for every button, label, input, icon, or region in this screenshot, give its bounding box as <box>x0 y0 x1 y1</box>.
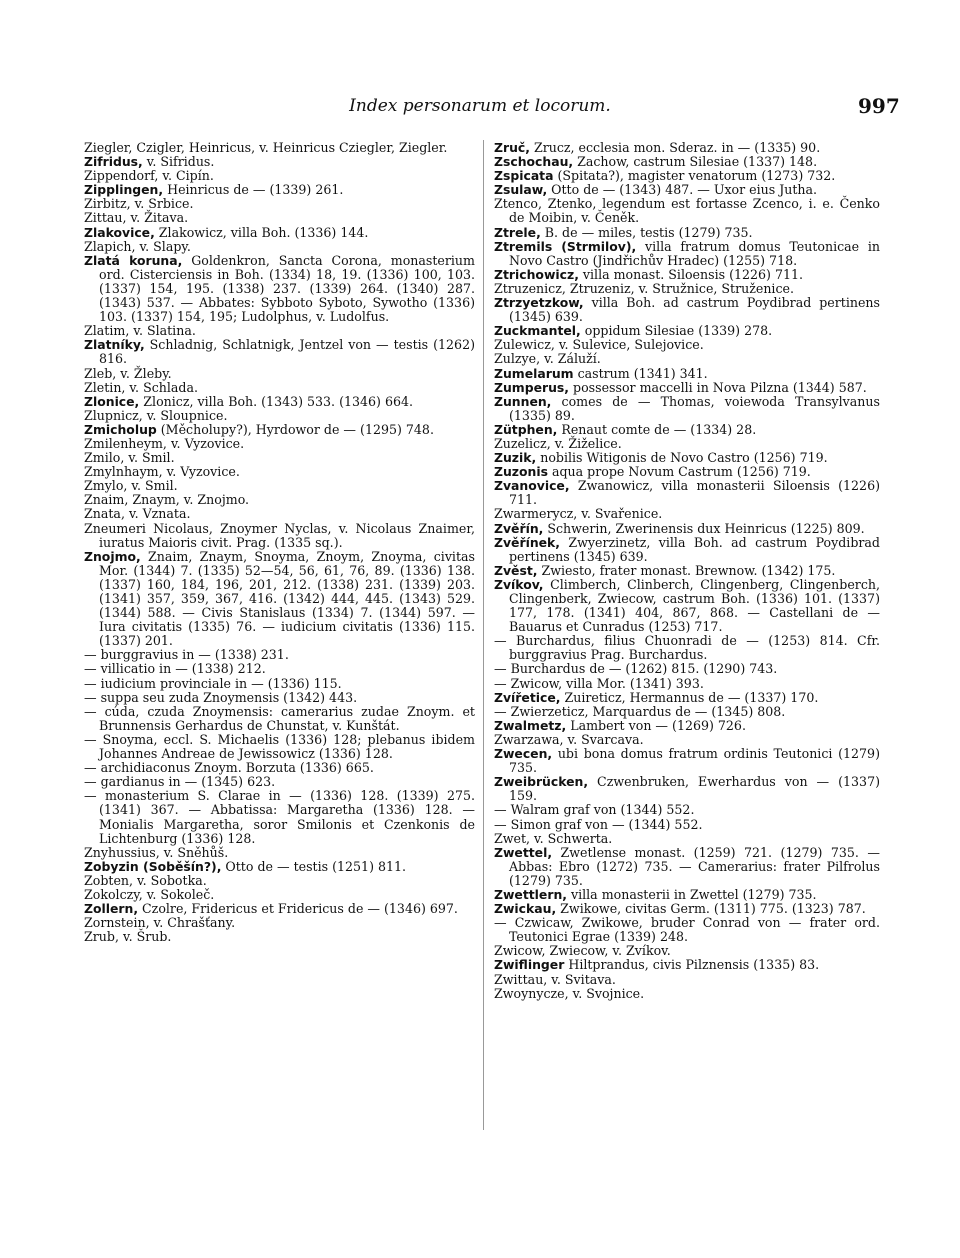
entry-text: Ztenco, Ztenko, legendum est fortasse Zcenco, i. e. Čenko de Moibin, v. Čeněk. <box>494 196 880 226</box>
entry-headword: Zwalmetz, <box>494 717 567 733</box>
index-entry <box>494 465 880 479</box>
entry-text: Zachow, castrum Silesiae (1337) 148. <box>573 154 818 170</box>
entry-text: Schwerin, Zwerinensis dux Heinricus (1225) 809. <box>543 520 865 536</box>
index-entry <box>84 705 475 733</box>
index-entry <box>84 155 475 169</box>
entry-text: — Snoyma, eccl. S. Michaelis (1336) 128; plebanus ibidem Johannes Andreae de Jewissowicz (1336) 128. <box>84 731 475 762</box>
index-entry <box>494 634 880 662</box>
index-entry <box>494 662 880 676</box>
entry-headword: Zweibrücken, <box>494 774 589 790</box>
entry-text: — burggravius in — (1338) 231. <box>84 647 289 663</box>
entry-text: Zmilenheym, v. Vyzovice. <box>84 435 245 451</box>
entry-text: Zlapich, v. Slapy. <box>84 238 191 254</box>
index-entry <box>494 987 880 1001</box>
index-entry <box>84 493 475 507</box>
entry-headword: Zvěst, <box>494 562 538 578</box>
index-entry <box>494 437 880 451</box>
index-entry <box>494 733 880 747</box>
index-entry <box>84 141 475 155</box>
entry-text: Zwarmerycz, v. Svařenice. <box>494 506 663 522</box>
entry-text: Otto de — (1343) 487. — Uxor eius Jutha. <box>547 182 818 198</box>
entry-text: Zlatim, v. Slatina. <box>84 323 196 339</box>
index-entry <box>494 803 880 817</box>
entry-text: Zrucz, ecclesia mon. Sderaz. in — (1335) 90. <box>529 140 821 155</box>
entry-text: B. de — miles, testis (1279) 735. <box>540 224 753 240</box>
entry-text: villa Boh. ad castrum Poydibrad pertinens (1345) 639. <box>509 295 880 325</box>
index-entry <box>494 888 880 902</box>
index-entry <box>84 761 475 775</box>
index-entry <box>84 550 475 649</box>
index-entry <box>84 395 475 409</box>
entry-text: comes de — Thomas, voiewoda Transylvanus (1335) 89. <box>509 393 880 423</box>
entry-text: v. Sifridus. <box>142 154 215 170</box>
index-entry <box>84 324 475 338</box>
entry-headword: Zwiflinger <box>494 957 565 973</box>
index-entry <box>84 183 475 197</box>
index-entry <box>494 536 880 564</box>
entry-text: Goldenkron, Sancta Corona, monasterium ord. Cisterciensis in Boh. (1334) 18, 19. (1336) 100, 103. (1337) 154, 195. (1338) 237. (1339) 264. (1340) 287. (1343) 537. — Abbates: Sybboto Syboto, Sywotho (1336) 103. (1337) 154, 195; Ludolphus, v. Ludolfus. <box>99 252 475 325</box>
entry-text: — Simon graf von — (1344) 552. <box>494 816 703 832</box>
entry-text: Zmylo, v. Smil. <box>84 478 178 494</box>
entry-headword: Zunnen, <box>494 393 552 409</box>
index-entry <box>84 226 475 240</box>
entry-text: Znyhussius, v. Sněhůš. <box>84 844 229 860</box>
index-entry <box>84 465 475 479</box>
entry-headword: Zifridus, <box>84 154 143 170</box>
entry-headword: Zlatníky, <box>84 337 145 353</box>
entry-text: Znaim, Znaym, Snoyma, Znoym, Znoyma, civitas Mor. (1344) 7. (1335) 52—54, 56, 61, 76, 89. (1336) 138. (1337) 160, 184, 196, 201, 212. (1338) 231. (1339) 203. (1341) 357, 359, 367, 416. (1342) 444, 445. (1343) 529. (1344) 588. — Civis Stanislaus (1334) 7. (1344) 597. — Iura civitatis (1335) 76. — iudicium civitatis (1336) 115. (1337) 201. <box>99 548 475 649</box>
entry-headword: Zspicata <box>494 168 554 184</box>
index-entry <box>84 677 475 691</box>
entry-text: Znata, v. Vznata. <box>84 506 191 522</box>
index-entry <box>494 522 880 536</box>
index-entry <box>84 648 475 662</box>
entry-text: — Zwierzeticz, Marquardus de — (1345) 808. <box>494 703 786 719</box>
entry-text: (Měcholupy?), Hyrdowor de — (1295) 748. <box>156 421 434 437</box>
entry-headword: Zwettlern, <box>494 886 567 902</box>
entry-text: possessor maccelli in Nova Pilzna (1344) 587. <box>569 379 867 395</box>
index-entry <box>84 662 475 676</box>
index-entry <box>494 578 880 634</box>
entry-text: Zwarzawa, v. Svarcava. <box>494 731 644 747</box>
entry-text: Ziegler, Czigler, Heinricus, v. Heinricus Cziegler, Ziegler. <box>84 140 448 155</box>
entry-text: Zlakowicz, villa Boh. (1336) 144. <box>154 224 369 240</box>
entry-text: — suppa seu zuda Znoymensis (1342) 443. <box>84 689 358 705</box>
entry-text: Zwyerzinetz, villa Boh. ad castrum Poydibrad pertinens (1345) 639. <box>509 534 880 564</box>
entry-text: Zornstein, v. Chrašťany. <box>84 915 236 931</box>
entry-headword: Zuzonis <box>494 464 548 480</box>
entry-text: Zirbitz, v. Srbice. <box>84 196 194 212</box>
entry-text: Zwetlense monast. (1259) 721. (1279) 735. — Abbas: Ebro (1272) 735. — Camerarius: frater Pilfrolus (1279) 735. <box>509 844 880 888</box>
index-entry <box>494 240 880 268</box>
index-entry <box>84 479 475 493</box>
entry-text: Zwiesto, frater monast. Brewnow. (1342) 175. <box>537 562 836 578</box>
entry-text: villa monast. Siloensis (1226) 711. <box>578 266 803 282</box>
index-entry <box>494 296 880 324</box>
entry-text: aqua prope Novum Castrum (1256) 719. <box>547 464 811 480</box>
index-entry <box>494 705 880 719</box>
entry-headword: Zvěřín, <box>494 520 544 536</box>
index-entry <box>84 733 475 761</box>
index-column-right <box>494 141 880 1001</box>
entry-text: nobilis Witigonis de Novo Castro (1256) 719. <box>536 450 828 466</box>
entry-text: castrum (1341) 341. <box>573 365 708 381</box>
index-entry <box>494 677 880 691</box>
entry-text: Zwicow, Zwiecow, v. Zvíkov. <box>494 943 671 959</box>
index-column-left <box>84 141 475 944</box>
index-entry <box>84 211 475 225</box>
entry-headword: Zwecen, <box>494 746 553 762</box>
entry-headword: Zlakovice, <box>84 224 155 240</box>
entry-headword: Zumelarum <box>494 365 574 381</box>
entry-text: Zokolczy, v. Sokoleč. <box>84 886 215 902</box>
entry-text: Zulzye, v. Záluží. <box>494 351 601 367</box>
index-entry <box>494 479 880 507</box>
entry-text: Zuireticz, Hermannus de — (1337) 170. <box>560 689 819 705</box>
entry-headword: Znojmo, <box>84 548 141 564</box>
index-entry <box>494 973 880 987</box>
index-entry <box>84 930 475 944</box>
entry-headword: Zuckmantel, <box>494 323 581 339</box>
index-entry <box>84 381 475 395</box>
entry-headword: Zmicholup <box>84 421 157 437</box>
page-number: 997 <box>858 94 900 118</box>
entry-text: (Spitata?), magister venatorum (1273) 732. <box>553 168 836 184</box>
index-entry <box>84 902 475 916</box>
entry-text: Zulewicz, v. Sulevice, Sulejovice. <box>494 337 704 353</box>
entry-headword: Zruč, <box>494 140 530 155</box>
entry-text: Schladnig, Schlatnigk, Jentzel von — testis (1262) 816. <box>99 337 475 367</box>
index-entry <box>494 423 880 437</box>
entry-text: Zittau, v. Žitava. <box>84 210 189 226</box>
index-entry <box>84 240 475 254</box>
index-entry <box>84 775 475 789</box>
entry-text: Zmilo, v. Smil. <box>84 450 175 466</box>
entry-text: Zwanowicz, villa monasterii Siloensis (1226) 711. <box>509 478 880 508</box>
entry-text: Znaim, Znaym, v. Znojmo. <box>84 492 250 508</box>
index-entry <box>494 719 880 733</box>
entry-text: — Burchardus, filius Chuonradi de — (1253) 814. Cfr. burggravius Prag. Burchardus. <box>494 633 880 663</box>
index-entry <box>494 944 880 958</box>
entry-headword: Zuzik, <box>494 450 537 466</box>
index-entry <box>494 367 880 381</box>
entry-headword: Zlatá koruna, <box>84 252 183 268</box>
entry-text: — archidiaconus Znoym. Borzuta (1336) 665. <box>84 760 374 776</box>
index-entry <box>84 169 475 183</box>
entry-text: Zneumeri Nicolaus, Znoymer Nyclas, v. Nicolaus Znaimer, iuratus Maioris civit. Prag. (1335 sq.). <box>84 520 475 550</box>
entry-headword: Zvanovice, <box>494 478 570 494</box>
index-entry <box>84 423 475 437</box>
entry-text: — Walram graf von (1344) 552. <box>494 802 695 818</box>
index-entry <box>494 155 880 169</box>
entry-text: — Zwicow, villa Mor. (1341) 393. <box>494 675 704 691</box>
running-title: Index personarum et locorum. <box>349 96 611 116</box>
entry-text: Climberch, Clinberch, Clingenberg, Clingenberch, Clingenberk, Zwiecow, castrum Boh. (1336) 101. (1337) 177, 178. (1341) 404, 867, 868. — Castellani de — Bauarus et Cunradus (1253) 717. <box>509 576 880 635</box>
entry-text: — monasterium S. Clarae in — (1336) 128. (1339) 275. (1341) 367. — Abbatissa: Margaretha (1336) 128. — Monialis Margaretha, soror Smilonis et Czenkonis de Lichtenburg (1336) 128. <box>84 788 475 846</box>
index-entry <box>84 874 475 888</box>
entry-text: Zuzelicz, v. Žiželice. <box>494 435 622 451</box>
index-entry <box>494 268 880 282</box>
entry-text: Czwenbruken, Ewerhardus von — (1337) 159. <box>509 774 880 804</box>
index-entry <box>494 381 880 395</box>
entry-text: Zlupnicz, v. Sloupnice. <box>84 407 228 423</box>
entry-headword: Zumperus, <box>494 379 570 395</box>
entry-text: Renaut comte de — (1334) 28. <box>557 421 757 437</box>
index-entry <box>84 437 475 451</box>
index-entry <box>494 564 880 578</box>
entry-headword: Zütphen, <box>494 421 558 437</box>
index-entry <box>84 338 475 366</box>
entry-text: — villicatio in — (1338) 212. <box>84 661 266 677</box>
index-entry <box>84 522 475 550</box>
entry-text: Czolre, Fridericus et Fridericus de — (1346) 697. <box>138 901 458 917</box>
index-entry <box>84 254 475 324</box>
index-entry <box>84 507 475 521</box>
entry-text: Otto de — testis (1251) 811. <box>221 858 407 874</box>
index-entry <box>494 141 880 155</box>
entry-headword: Zlonice, <box>84 393 140 409</box>
entry-text: Zrub, v. Šrub. <box>84 929 172 945</box>
entry-text: Hiltprandus, civis Pilznensis (1335) 83. <box>564 957 820 973</box>
entry-text: Zwoynycze, v. Svojnice. <box>494 985 645 1001</box>
index-entry <box>494 916 880 944</box>
entry-text: Zwet, v. Schwerta. <box>494 830 613 846</box>
entry-headword: Zvíkov, <box>494 576 544 592</box>
entry-text: oppidum Silesiae (1339) 278. <box>580 323 773 339</box>
index-entry <box>494 902 880 916</box>
entry-text: — iudicium provinciale in — (1336) 115. <box>84 675 342 691</box>
entry-headword: Zwettel, <box>494 844 553 860</box>
index-entry <box>84 197 475 211</box>
index-entry <box>494 352 880 366</box>
index-entry <box>494 169 880 183</box>
entry-text: Zleb, v. Žleby. <box>84 365 172 381</box>
index-entry <box>494 747 880 775</box>
index-entry <box>494 775 880 803</box>
index-entry <box>84 789 475 845</box>
index-entry <box>494 226 880 240</box>
entry-text: villa fratrum domus Teutonicae in Novo Castro (Jindřichův Hradec) (1255) 718. <box>509 238 880 268</box>
entry-headword: Zipplingen, <box>84 182 164 198</box>
entry-headword: Zschochau, <box>494 154 574 170</box>
entry-text: Lambert von — (1269) 726. <box>566 717 746 733</box>
index-entry <box>494 846 880 888</box>
entry-text: Zmylnhaym, v. Vyzovice. <box>84 464 240 480</box>
entry-headword: Zsulaw, <box>494 182 548 198</box>
entry-text: Zippendorf, v. Cipín. <box>84 168 214 184</box>
entry-headword: Ztremils (Strmilov), <box>494 238 637 254</box>
entry-text: Heinricus de — (1339) 261. <box>163 182 344 198</box>
index-entry <box>494 282 880 296</box>
entry-text: Zwikowe, civitas Germ. (1311) 775. (1323) 787. <box>556 901 866 917</box>
entry-text: — gardianus in — (1345) 623. <box>84 774 276 790</box>
column-divider <box>483 140 484 1130</box>
entry-text: Zlonicz, villa Boh. (1343) 533. (1346) 664. <box>139 393 413 409</box>
entry-headword: Zollern, <box>84 901 139 917</box>
index-entry <box>494 507 880 521</box>
entry-headword: Ztrichowicz, <box>494 266 579 282</box>
index-entry <box>84 367 475 381</box>
entry-headword: Ztrzyetzkow, <box>494 295 584 311</box>
entry-text: Ztruzenicz, Ztruzeniz, v. Stružnice, Struženice. <box>494 280 794 296</box>
index-entry <box>84 451 475 465</box>
entry-text: ubi bona domus fratrum ordinis Teutonici (1279) 735. <box>509 746 880 776</box>
entry-text: Zletin, v. Schlada. <box>84 379 198 395</box>
entry-text: villa monasterii in Zwettel (1279) 735. <box>566 886 817 902</box>
entry-headword: Zvěřínek, <box>494 534 560 550</box>
index-entry <box>494 395 880 423</box>
entry-text: — Czwicaw, Zwikowe, bruder Conrad von — frater ord. Teutonici Egrae (1339) 248. <box>494 915 880 945</box>
entry-headword: Zwickau, <box>494 901 557 917</box>
entry-text: Zwittau, v. Svitava. <box>494 971 616 987</box>
index-entry <box>84 846 475 860</box>
entry-headword: Zobyzin (Soběšín?), <box>84 858 222 874</box>
index-entry <box>494 338 880 352</box>
entry-text: — cúda, czuda Znoymensis: camerarius zudae Znoym. et Brunnensis Gerhardus de Chunstat, v. Kunštát. <box>84 703 475 733</box>
entry-text: — Burchardus de — (1262) 815. (1290) 743. <box>494 661 778 677</box>
index-entry <box>494 818 880 832</box>
index-entry <box>84 691 475 705</box>
index-entry <box>494 691 880 705</box>
index-entry <box>494 451 880 465</box>
index-entry <box>494 197 880 225</box>
index-entry <box>84 409 475 423</box>
index-entry <box>494 958 880 972</box>
index-entry <box>494 832 880 846</box>
entry-text: Zobten, v. Sobotka. <box>84 872 207 888</box>
index-entry <box>84 888 475 902</box>
entry-headword: Ztrele, <box>494 224 541 240</box>
index-entry <box>84 860 475 874</box>
entry-headword: Zvířetice, <box>494 689 561 705</box>
index-entry <box>494 324 880 338</box>
